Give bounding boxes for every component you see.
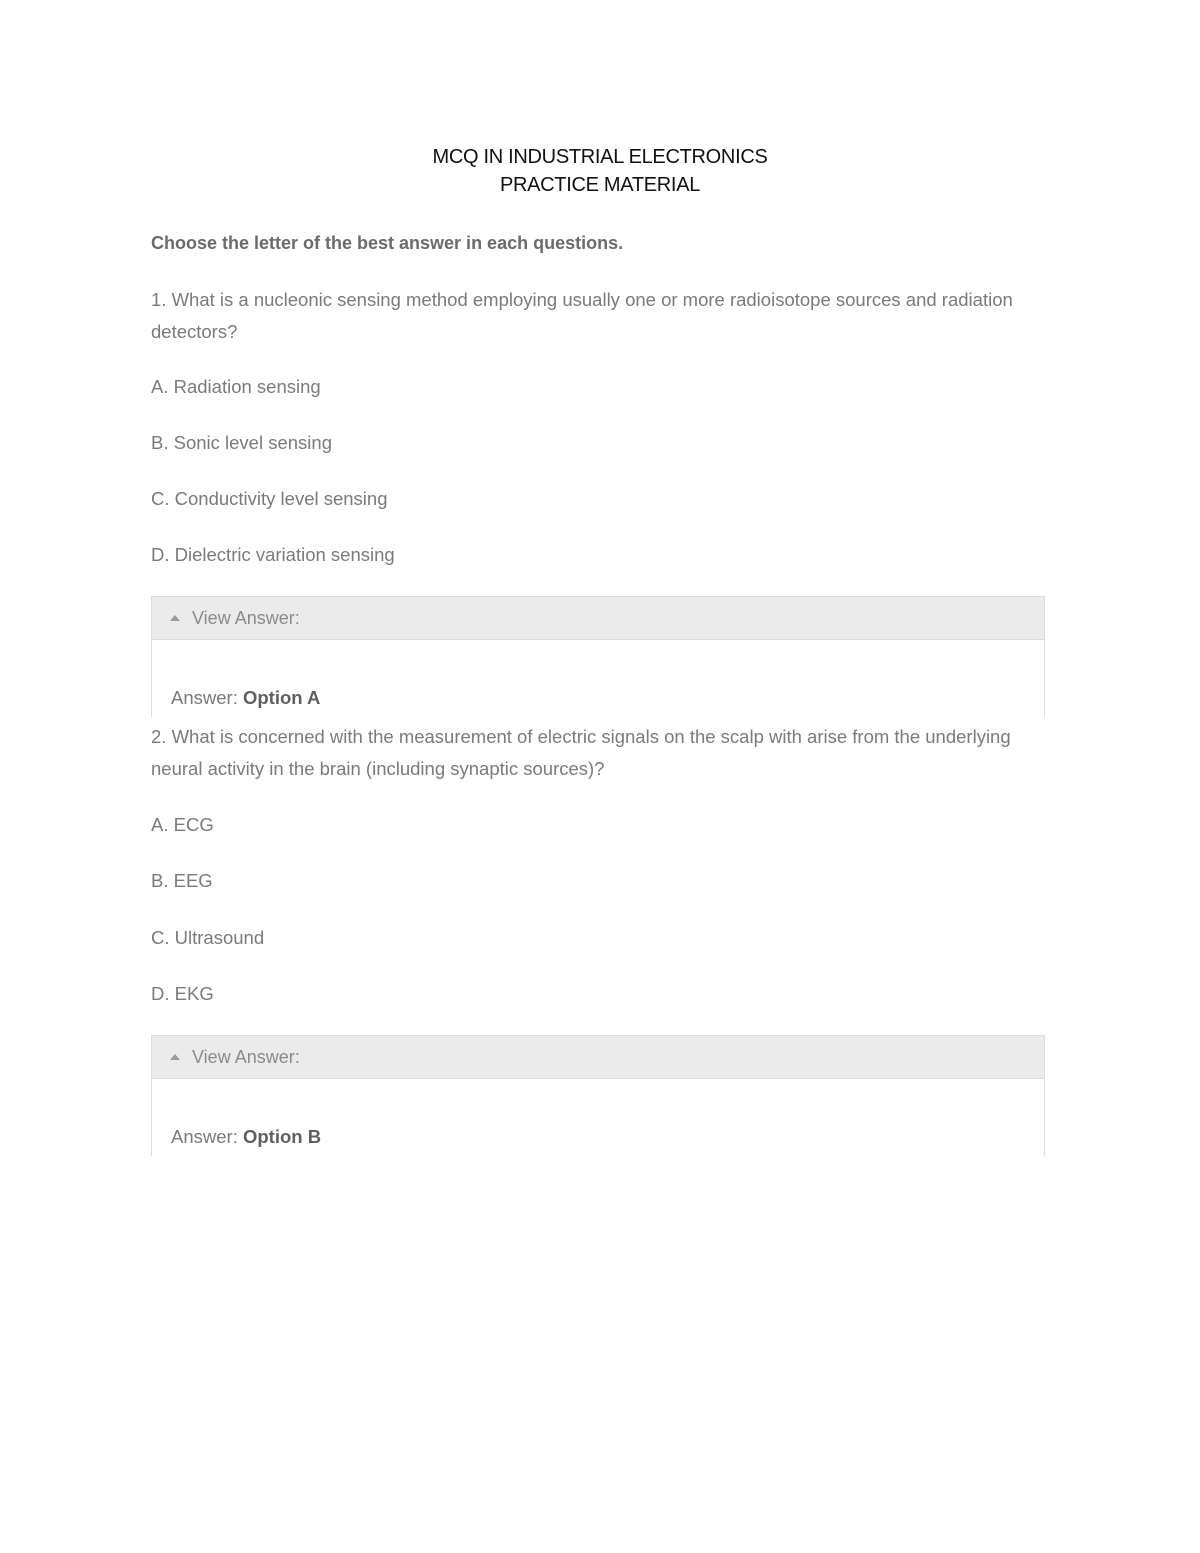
option-a: A. ECG	[151, 814, 214, 835]
answer-panel	[151, 596, 1045, 717]
answer-body	[151, 640, 1045, 717]
answer-prefix: Answer:	[171, 1126, 243, 1147]
answer-value: Option B	[242, 1126, 322, 1147]
view-answer-toggle[interactable]	[151, 1035, 1045, 1079]
answer-body	[151, 1079, 1045, 1156]
answer-text	[171, 1125, 321, 1149]
caret-up-icon	[170, 615, 180, 621]
option-b: B. EEG	[151, 870, 213, 891]
question-text: 2. What is concerned with the measurement of electric signals on the scalp with arise from the underlying neural activity in the brain (including synaptic sources)?	[151, 726, 1011, 779]
answer-value: Option A	[242, 687, 321, 708]
question-text: 1. What is a nucleonic sensing method employing usually one or more radioisotope sources and radiation detectors?	[151, 289, 1013, 342]
answer-text	[171, 686, 320, 710]
view-answer-label: View Answer:	[192, 607, 300, 628]
page-title-line-1: MCQ IN INDUSTRIAL ELECTRONICS	[432, 146, 768, 168]
instructions: Choose the letter of the best answer in each questions.	[151, 233, 624, 253]
answer-panel	[151, 1035, 1045, 1156]
option-c: C. Ultrasound	[151, 927, 265, 948]
option-d: D. EKG	[151, 983, 214, 1004]
option-d: D. Dielectric variation sensing	[151, 544, 395, 565]
view-answer-label: View Answer:	[192, 1046, 300, 1067]
option-b: B. Sonic level sensing	[151, 432, 332, 453]
option-a: A. Radiation sensing	[151, 376, 321, 397]
option-c: C. Conductivity level sensing	[151, 488, 388, 509]
answer-prefix: Answer:	[171, 687, 243, 708]
view-answer-toggle[interactable]	[151, 596, 1045, 640]
page-title-line-2: PRACTICE MATERIAL	[499, 174, 701, 196]
caret-up-icon	[170, 1054, 180, 1060]
page-title	[0, 143, 1200, 199]
